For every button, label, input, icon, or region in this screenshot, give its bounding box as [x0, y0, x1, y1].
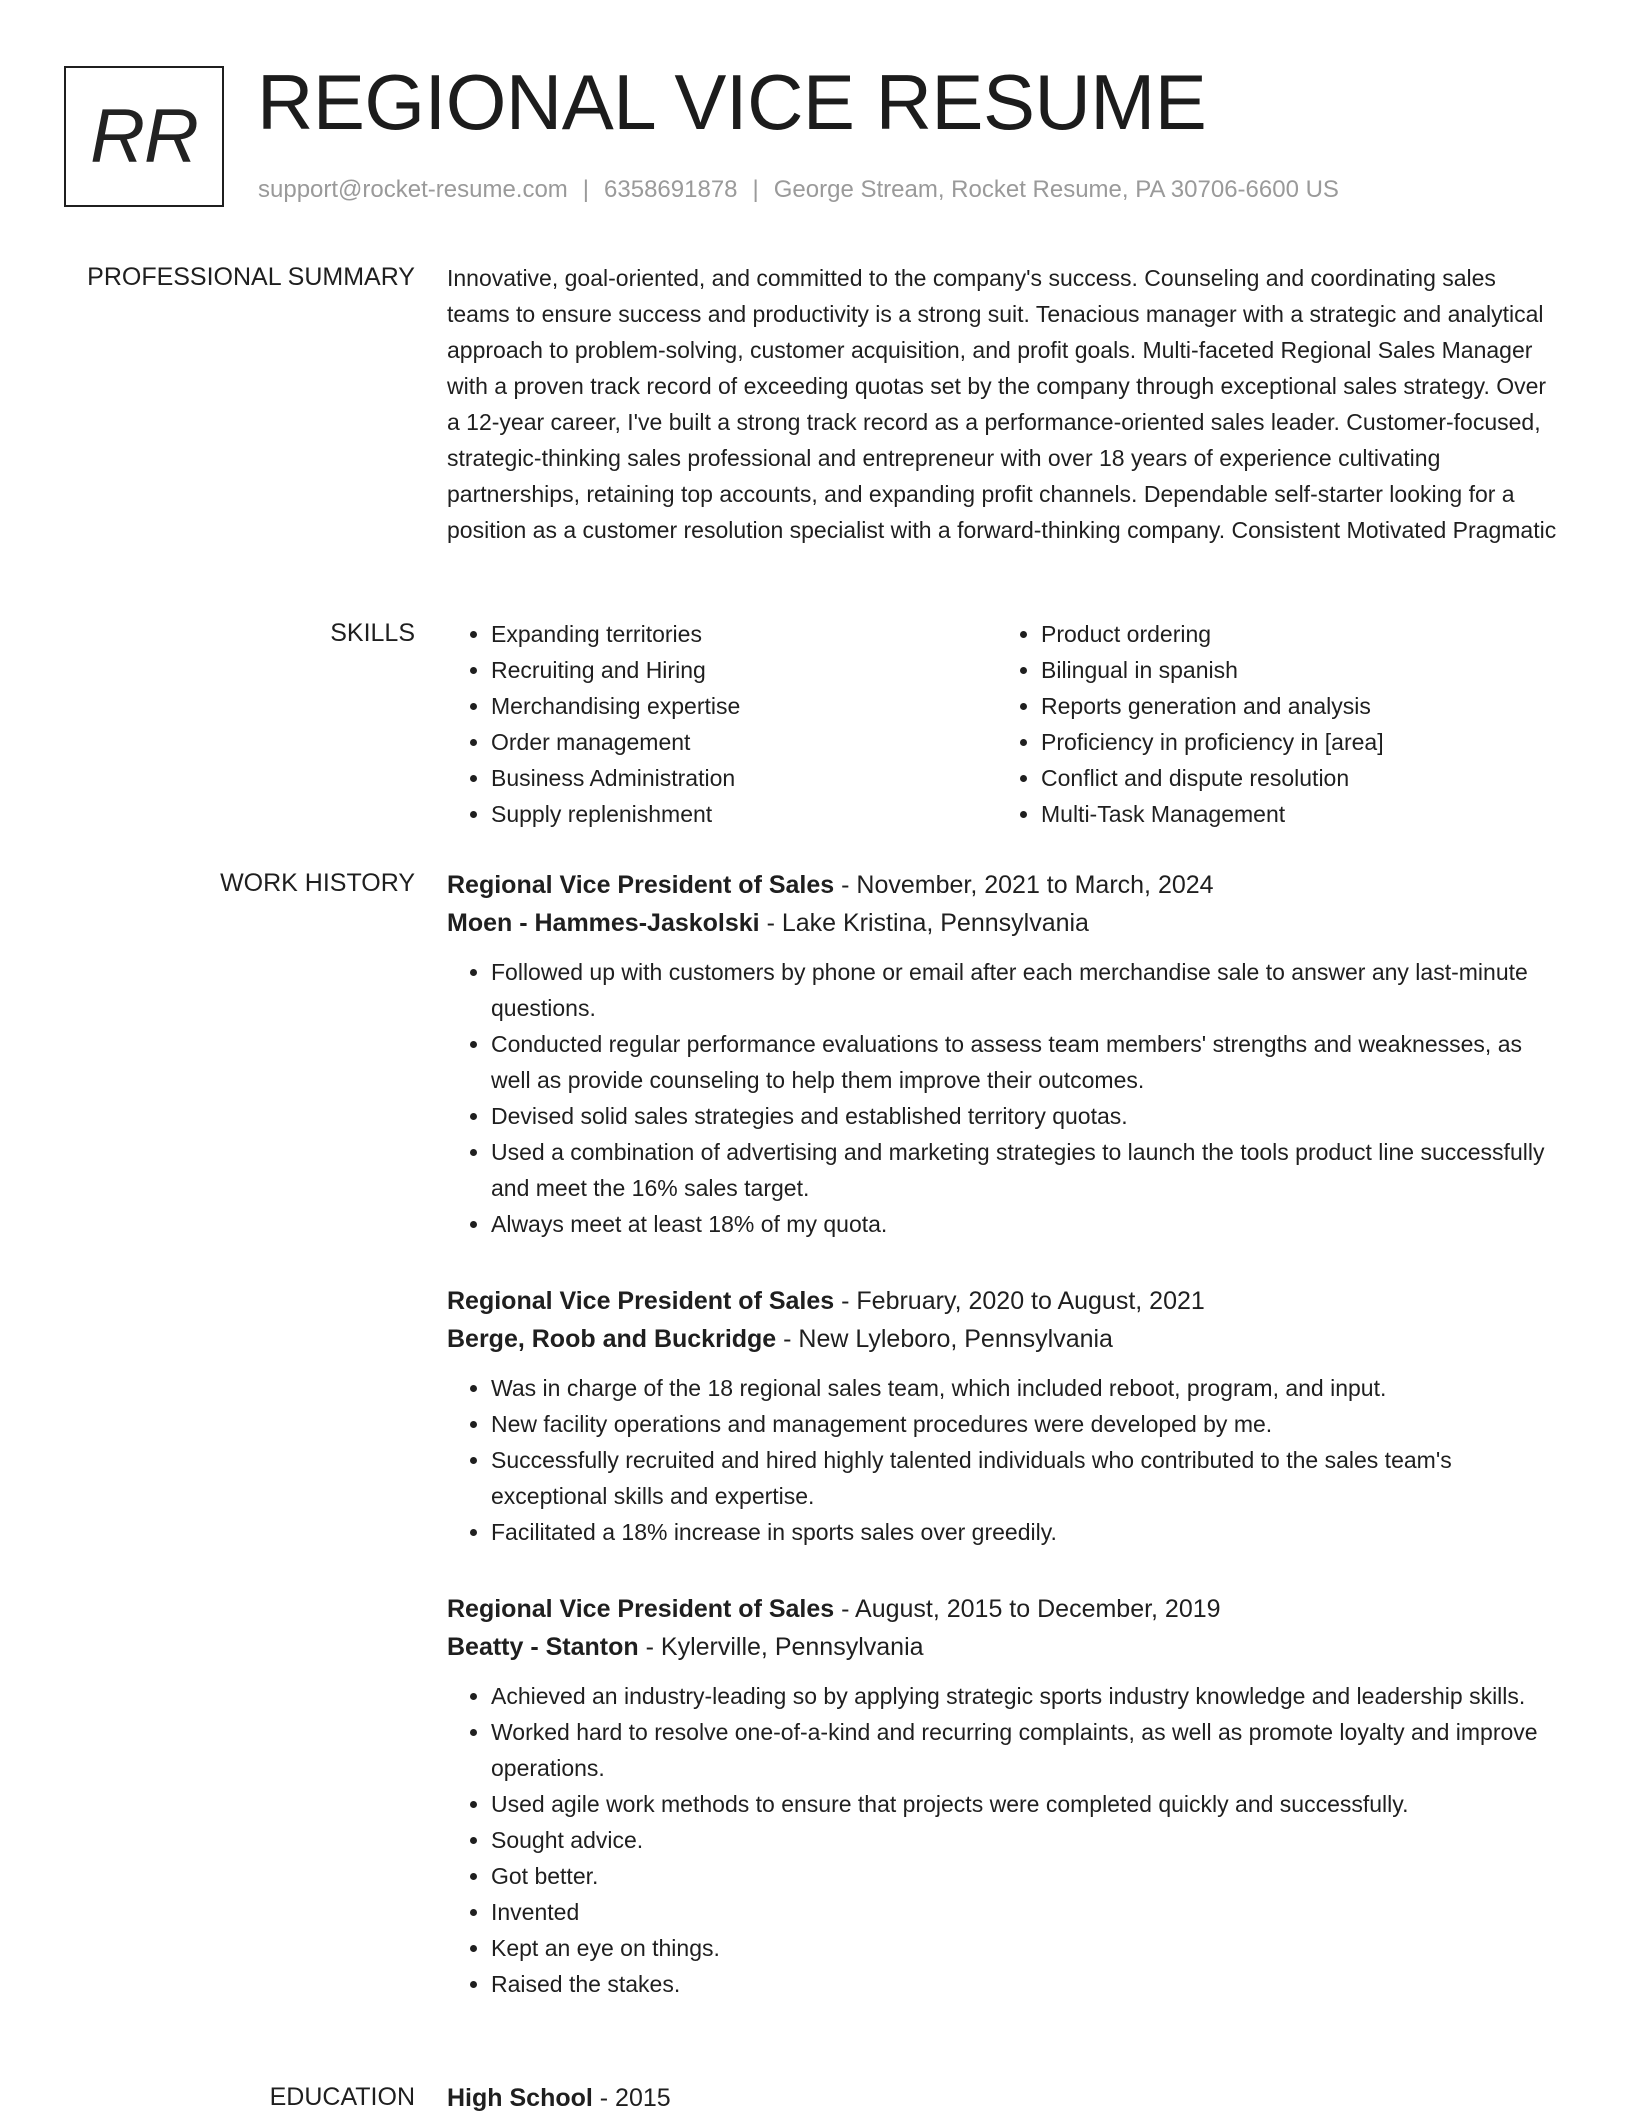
- skill-item: • Multi-Task Management: [1041, 796, 1557, 832]
- job-bullet: • Successfully recruited and hired highly talented individuals who contributed to the sales team's exceptional skills and expertise.: [491, 1442, 1557, 1514]
- job-bullet: • Sought advice.: [491, 1822, 1557, 1858]
- job-bullet: • Followed up with customers by phone or email after each merchandise sale to answer any last-minute questions.: [491, 954, 1557, 1026]
- job-entry: [447, 1590, 1557, 2002]
- skill-item: • Recruiting and Hiring: [491, 652, 997, 688]
- skill-item: • Bilingual in spanish: [1041, 652, 1557, 688]
- job-bullet: • Used agile work methods to ensure that projects were completed quickly and successfully.: [491, 1786, 1557, 1822]
- job-entry: [447, 866, 1557, 1242]
- job-bullets: [447, 1370, 1557, 1550]
- employer-location: - Kylerville, Pennsylvania: [638, 1633, 924, 1661]
- contact-phone: 6358691878: [604, 176, 738, 203]
- skill-item: • Merchandising expertise: [491, 688, 997, 724]
- job-bullet: • Achieved an industry-leading so by applying strategic sports industry knowledge and leadership skills.: [491, 1678, 1557, 1714]
- job-bullet: • Devised solid sales strategies and established territory quotas.: [491, 1098, 1557, 1134]
- job-bullets: [447, 954, 1557, 1242]
- contact-separator: |: [752, 176, 759, 203]
- contact-address: George Stream, Rocket Resume, PA 30706-6600 US: [773, 176, 1339, 203]
- initials-monogram: RR: [64, 66, 224, 207]
- skill-item: • Product ordering: [1041, 616, 1557, 652]
- job-title-line: [447, 866, 1557, 904]
- job-bullet: • Kept an eye on things.: [491, 1930, 1557, 1966]
- employer-line: [447, 904, 1557, 942]
- job-bullet: • Conducted regular performance evaluations to assess team members' strengths and weaknesses, as well as provide counseling to help them improve their outcomes.: [491, 1026, 1557, 1098]
- education-year: - 2015: [592, 2084, 671, 2112]
- job-bullet: • Facilitated a 18% increase in sports sales over greedily.: [491, 1514, 1557, 1550]
- skill-item: • Expanding territories: [491, 616, 997, 652]
- job-bullets: [447, 1678, 1557, 2002]
- job-bullet: • Worked hard to resolve one-of-a-kind and recurring complaints, as well as promote loyalty and improve operations.: [491, 1714, 1557, 1786]
- skill-item: • Conflict and dispute resolution: [1041, 760, 1557, 796]
- education-degree: High School: [447, 2084, 593, 2112]
- job-bullet: • New facility operations and management procedures were developed by me.: [491, 1406, 1557, 1442]
- job-title-line: [447, 1282, 1557, 1320]
- skill-item: • Reports generation and analysis: [1041, 688, 1557, 724]
- section-label-work-history: WORK HISTORY: [220, 869, 415, 897]
- job-bullet: • Got better.: [491, 1858, 1557, 1894]
- job-entry: [447, 1282, 1557, 1550]
- job-bullet: • Used a combination of advertising and marketing strategies to launch the tools product line successfully and meet the 16% sales target.: [491, 1134, 1557, 1206]
- education-entry: [447, 2080, 1557, 2116]
- job-title: Regional Vice President of Sales: [447, 1595, 835, 1623]
- job-dates: - February, 2020 to August, 2021: [834, 1287, 1205, 1315]
- job-bullet: • Invented: [491, 1894, 1557, 1930]
- contact-email: support@rocket-resume.com: [258, 176, 568, 203]
- employer-line: [447, 1628, 1557, 1666]
- skill-item: • Order management: [491, 724, 997, 760]
- job-dates: - November, 2021 to March, 2024: [834, 871, 1214, 899]
- summary-text: Innovative, goal-oriented, and committed to the company's success. Counseling and coordinating sales teams to ensure success and productivity is a strong suit. Tenacious manager with a strategic and analytical approach to problem-solving, customer acquisition, and profit goals. Multi-faceted Regional Sales Manager with a proven track record of exceeding quotas set by the company through exceptional sales strategy. Over a 12-year career, I've built a strong track record as a performance-oriented sales leader. Customer-focused, strategic-thinking sales professional and entrepreneur with over 18 years of experience cultivating partnerships, retaining top accounts, and expanding profit channels. Dependable self-starter looking for a position as a customer resolution specialist with a forward-thinking company. Consistent Motivated Pragmatic: [447, 265, 1557, 543]
- resume-title: REGIONAL VICE RESUME: [257, 58, 1207, 146]
- skills-list-right: [997, 616, 1557, 832]
- employer-name: Beatty - Stanton: [447, 1633, 639, 1661]
- skill-item: • Proficiency in proficiency in [area]: [1041, 724, 1557, 760]
- section-label-education: EDUCATION: [269, 2083, 415, 2111]
- job-title-line: [447, 1590, 1557, 1628]
- skills-list-left: [447, 616, 997, 832]
- section-label-summary: PROFESSIONAL SUMMARY: [87, 263, 415, 291]
- employer-name: Moen - Hammes-Jaskolski: [447, 909, 760, 937]
- employer-name: Berge, Roob and Buckridge: [447, 1325, 777, 1353]
- job-bullet: • Was in charge of the 18 regional sales team, which included reboot, program, and input.: [491, 1370, 1557, 1406]
- section-label-skills: SKILLS: [330, 619, 415, 647]
- job-bullet: • Raised the stakes.: [491, 1966, 1557, 2002]
- skill-item: • Business Administration: [491, 760, 997, 796]
- employer-line: [447, 1320, 1557, 1358]
- job-title: Regional Vice President of Sales: [447, 871, 835, 899]
- job-title: Regional Vice President of Sales: [447, 1287, 835, 1315]
- skill-item: • Supply replenishment: [491, 796, 997, 832]
- job-bullet: • Always meet at least 18% of my quota.: [491, 1206, 1557, 1242]
- employer-location: - Lake Kristina, Pennsylvania: [759, 909, 1089, 937]
- job-dates: - August, 2015 to December, 2019: [834, 1595, 1221, 1623]
- contact-line: [258, 174, 1339, 206]
- employer-location: - New Lyleboro, Pennsylvania: [776, 1325, 1113, 1353]
- contact-separator: |: [582, 176, 590, 203]
